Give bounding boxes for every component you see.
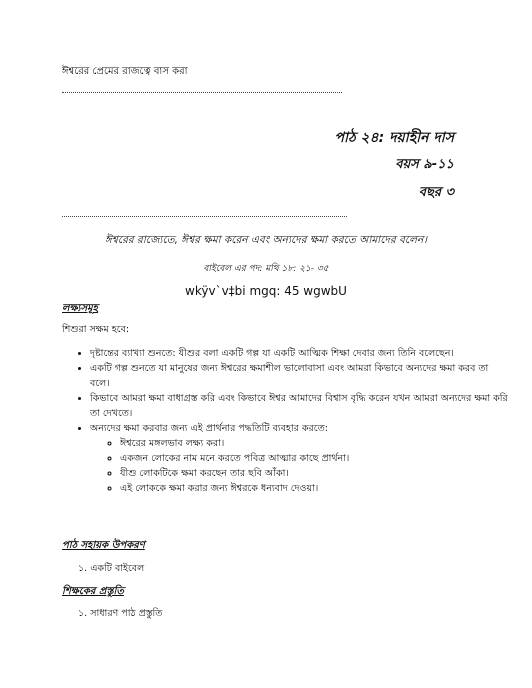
list-item: ◦ যীশু লোকটিকে ক্ষমা করছেন তার ছবি আঁকা। [120,466,510,481]
preparation-item: ১. সাধারণ পাঠ প্রস্তুতি [78,608,163,619]
list-item-label: অন্যদের ক্ষমা করবার জন্য এই প্রার্থনার পদ্ধতিটি ব্যবহার করতে: [90,423,328,434]
list-item: ◦ ঈশ্বরের মঙ্গলভাব লক্ষ্য করা। [120,436,510,451]
lesson-title: পাঠ ২৪: দয়াহীন দাস [334,130,454,146]
lesson-theme: ঈশ্বরের রাজ্যেতে, ঈশ্বর ক্ষমা করেন এবং অন্যদের ক্ষমা করতে আমাদের বলেন। [105,234,427,246]
materials-item: ১. একটি বাইবেল [78,563,145,574]
year-label: বছর ৩ [418,185,454,200]
prayer-steps-list [90,436,510,496]
list-item: • একটি গল্প শুনতে যা মানুষের জন্য ঈশ্বরের ক্ষমাশীল ভালোবাসা এবং আমরা কিভাবে অন্যদের ক্ষমা করব তা বলে। [90,361,510,391]
list-item: • দৃষ্টান্তের ব্যাখ্যা শুনতে: যীশুর বলা একটি গল্প যা একটি আত্মিক শিক্ষা দেবার জন্য তিনি বলেছেন। [90,346,510,361]
age-range: বয়স ৯-১১ [395,157,454,172]
materials-heading: পাঠ সহায়ক উপকরণ [62,540,145,551]
divider [62,216,347,217]
list-item: • কিভাবে আমরা ক্ষমা বাধাগ্রস্ত করি এবং কিভাবে ঈশ্বর আমাদের বিশ্বাস বৃদ্ধি করেন যখন আমরা অন্যদের ক্ষমা করি তা দেখতে। [90,391,510,421]
objectives-heading: লক্ষ্যসমূহ [62,303,98,314]
divider [62,92,342,93]
objectives-intro: শিশুরা সক্ষম হবে: [62,324,130,335]
document-header: ঈশ্বরের প্রেমের রাজত্বে বাস করা [62,66,188,77]
objectives-list [62,346,510,496]
preparation-heading: শিক্ষকের প্রস্তুতি [62,586,124,597]
list-item: ◦ এই লোককে ক্ষমা করার জন্য ঈশ্বরকে ধন্যবাদ দেওয়া। [120,481,510,496]
list-item [90,421,510,496]
list-item: ◦ একজন লোকের নাম মনে করতে পবিত্র আত্মার কাছে প্রার্থনা। [120,451,510,466]
scripture-reference: বাইবেল এর পদ: মথি ১৮: ২১- ৩৫ [203,264,329,274]
lesson-duration: wkÿv`v‡bi mgq: 45 wgwbU [185,284,347,298]
